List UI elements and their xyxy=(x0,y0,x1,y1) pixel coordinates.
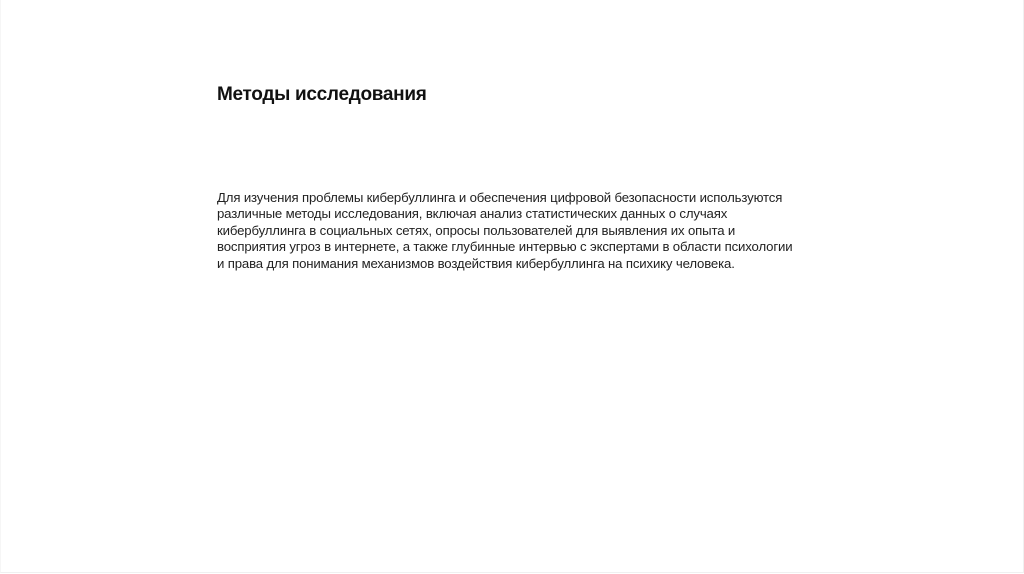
paragraph-line: Для изучения проблемы кибербуллинга и обеспечения цифровой безопасности используются xyxy=(217,190,783,205)
paragraph-line: и права для понимания механизмов воздействия кибербуллинга на психику человека. xyxy=(217,255,735,271)
paragraph-line: различные методы исследования, включая анализ статистических данных о случаях xyxy=(217,206,728,222)
slide-title: Методы исследования xyxy=(217,84,427,105)
paragraph-line: восприятия угроз в интернете, а также глубинные интервью с экспертами в области психологии xyxy=(217,239,793,255)
paragraph-line: кибербуллинга в социальных сетях, опросы пользователей для выявления их опыта и xyxy=(217,222,736,238)
slide-body-paragraph xyxy=(217,190,857,272)
